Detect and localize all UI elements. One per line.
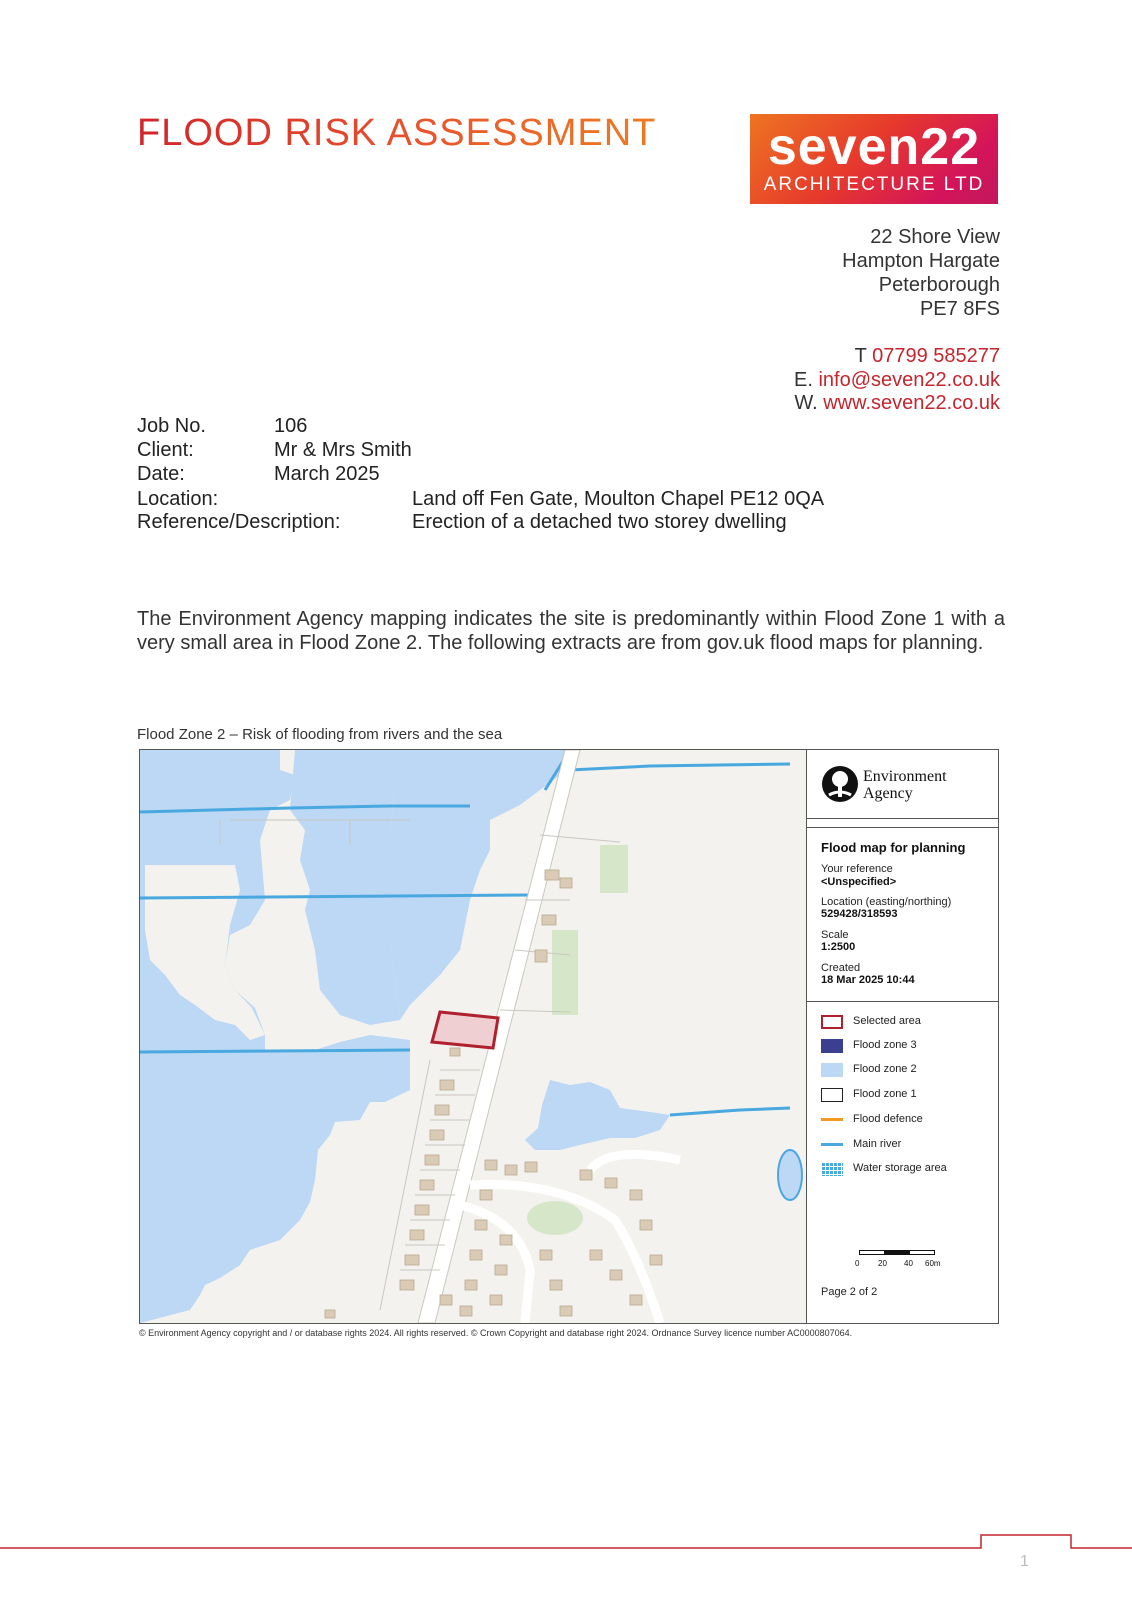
scale-tick: 40 (904, 1259, 913, 1268)
detail-job-no (137, 414, 308, 438)
agency-name (863, 768, 947, 802)
panel-heading: Flood map for planning (821, 840, 966, 855)
flood-map-figure (139, 749, 999, 1324)
environment-agency-logo-icon (821, 765, 859, 803)
flood-zone-2-swatch (821, 1063, 843, 1077)
legend-label: Water storage area (853, 1162, 947, 1174)
water-storage-swatch (821, 1162, 843, 1176)
scale-tick: 20 (878, 1259, 887, 1268)
detail-label: Client: (137, 439, 194, 461)
detail-label: Reference/Description: (137, 511, 341, 533)
location-value: 529428/318593 (821, 908, 898, 920)
detail-value: Land off Fen Gate, Moulton Chapel PE12 0QA (412, 488, 825, 510)
your-reference-label: Your reference (821, 863, 893, 875)
agency-name-line-1: Environment (863, 768, 947, 785)
detail-location (137, 487, 825, 511)
detail-reference (137, 510, 787, 534)
address-line-1: 22 Shore View (870, 226, 1000, 248)
phone-link[interactable]: 07799 585277 (872, 345, 1000, 367)
scale-tick: 60m (925, 1259, 941, 1268)
intro-paragraph: The Environment Agency mapping indicates the site is predominantly within Flood Zone 1 with a very small area in Flood Zone 2. The following extracts are from gov.uk flood maps for planning. (137, 608, 1005, 654)
agency-header (807, 750, 999, 819)
detail-label: Date: (137, 463, 185, 485)
pond (778, 1150, 802, 1200)
scale-tick: 0 (855, 1259, 860, 1268)
detail-date (137, 462, 380, 486)
address-line-2: Hampton Hargate (842, 250, 1000, 272)
flood-map-image (140, 750, 806, 1323)
logo-wordmark: seven22 (767, 118, 981, 176)
email-prefix: E. (794, 369, 813, 391)
created-value: 18 Mar 2025 10:44 (821, 974, 915, 986)
detail-value: Mr & Mrs Smith (274, 439, 412, 461)
green-space-1 (600, 845, 628, 893)
legend-label: Selected area (853, 1015, 921, 1027)
figure-caption: Flood Zone 2 – Risk of flooding from rivers and the sea (137, 726, 503, 743)
web-prefix: W. (794, 392, 818, 414)
web-link[interactable]: www.seven22.co.uk (823, 392, 1000, 414)
your-reference-value: <Unspecified> (821, 876, 897, 888)
flood-defence-swatch (821, 1118, 843, 1121)
scale-label: Scale (821, 929, 849, 941)
created-label: Created (821, 962, 861, 974)
legend-label: Flood defence (853, 1113, 923, 1125)
flood-zone-3-swatch (821, 1039, 843, 1053)
detail-label: Job No. (137, 415, 206, 437)
detail-client (137, 438, 412, 462)
panel-page: Page 2 of 2 (821, 1286, 878, 1298)
location-label: Location (easting/northing) (821, 896, 952, 908)
detail-value: Erection of a detached two storey dwelling (412, 511, 787, 533)
legend-label: Flood zone 2 (853, 1063, 917, 1075)
main-river-swatch (821, 1143, 843, 1146)
address-line-4: PE7 8FS (919, 298, 1000, 320)
page-number: 1 (1020, 1553, 1029, 1570)
agency-name-line-2: Agency (863, 785, 913, 802)
contact-web (794, 391, 1000, 415)
green-space-3 (527, 1201, 583, 1235)
legend-label: Main river (853, 1138, 902, 1150)
phone-prefix: T (854, 345, 867, 367)
green-space-2 (552, 930, 578, 1015)
legend-label: Flood zone 1 (853, 1088, 917, 1100)
flood-zone-1-swatch (821, 1088, 843, 1102)
scale-value: 1:2500 (821, 941, 856, 953)
footer-line (0, 1534, 1132, 1566)
scale-bar (855, 1250, 941, 1268)
logo-subtitle: ARCHITECTURE LTD (763, 174, 985, 195)
detail-value: March 2025 (274, 463, 380, 485)
map-details (807, 827, 999, 1002)
selected-area-swatch (821, 1015, 843, 1029)
address-line-3: Peterborough (878, 274, 1000, 296)
map-copyright: © Environment Agency copyright and / or database rights 2024. All rights reserved. © Crown Copyright and database right 2024. Ordnance Survey licence number AC0000807064. (139, 1328, 853, 1338)
map-info-panel (806, 750, 999, 1323)
main-river-3 (140, 1050, 410, 1052)
contact-email (794, 368, 1000, 392)
contact-phone (855, 344, 1000, 368)
seven22-logo (750, 114, 998, 204)
selected-area-site (432, 1012, 498, 1048)
email-link[interactable]: info@seven22.co.uk (818, 369, 1000, 391)
detail-label: Location: (137, 488, 219, 510)
document-title: FLOOD RISK ASSESSMENT (137, 112, 657, 154)
legend-label: Flood zone 3 (853, 1039, 917, 1051)
detail-value: 106 (274, 415, 308, 437)
